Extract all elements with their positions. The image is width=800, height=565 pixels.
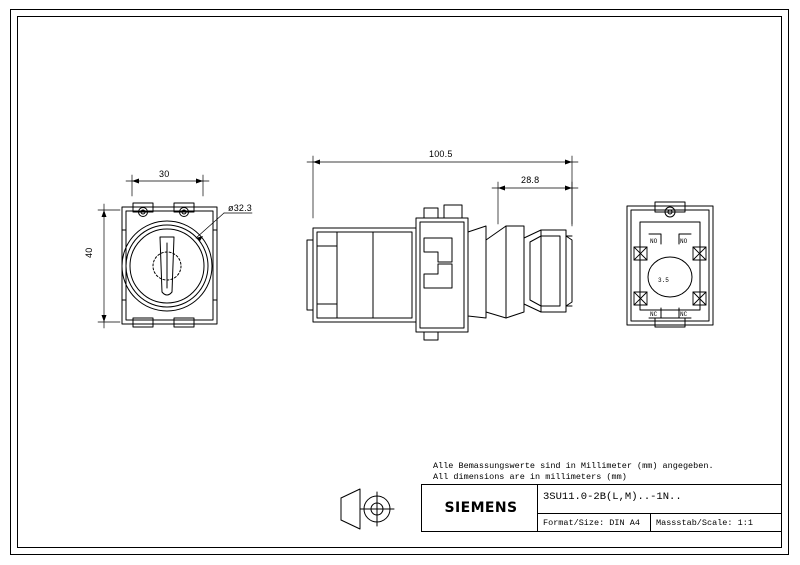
dimension-bezel-diameter: ø32.3	[228, 203, 253, 213]
dimension-overall-length: 100.5	[429, 149, 453, 159]
rear-view-terminal-marks	[650, 238, 688, 318]
title-block-divider-horizontal-1	[537, 513, 782, 514]
rear-view-geometry	[627, 202, 713, 327]
side-view-dimensions	[307, 156, 578, 226]
note-line-german: Alle Bemassungswerte sind in Millimeter (mm) angegeben.	[433, 461, 714, 471]
siemens-logo: SIEMENS	[444, 500, 518, 516]
sheet-scale: Massstab/Scale: 1:1	[656, 518, 753, 528]
svg-text:3.5: 3.5	[658, 277, 669, 284]
part-number: 3SU11.0-2B(L,M)..-1N..	[543, 491, 682, 503]
svg-text:NC: NC	[650, 311, 658, 318]
svg-text:NO: NO	[650, 238, 658, 245]
title-block-divider-vertical-1	[537, 484, 538, 532]
svg-text:NO: NO	[680, 238, 688, 245]
first-angle-projection-symbol-geometry	[341, 489, 394, 529]
sheet-format: Format/Size: DIN A4	[543, 518, 640, 528]
dimension-front-width: 30	[159, 169, 170, 179]
front-view-dimensions	[98, 175, 252, 328]
title-block-divider-vertical-2	[650, 513, 651, 532]
note-line-english: All dimensions are in millimeters (mm)	[433, 472, 627, 482]
svg-text:NC: NC	[680, 311, 688, 318]
dimension-front-height: 40	[84, 247, 94, 258]
dimension-knob-depth: 28.8	[521, 175, 540, 185]
front-view-geometry	[122, 203, 217, 327]
side-view-geometry	[307, 205, 572, 340]
